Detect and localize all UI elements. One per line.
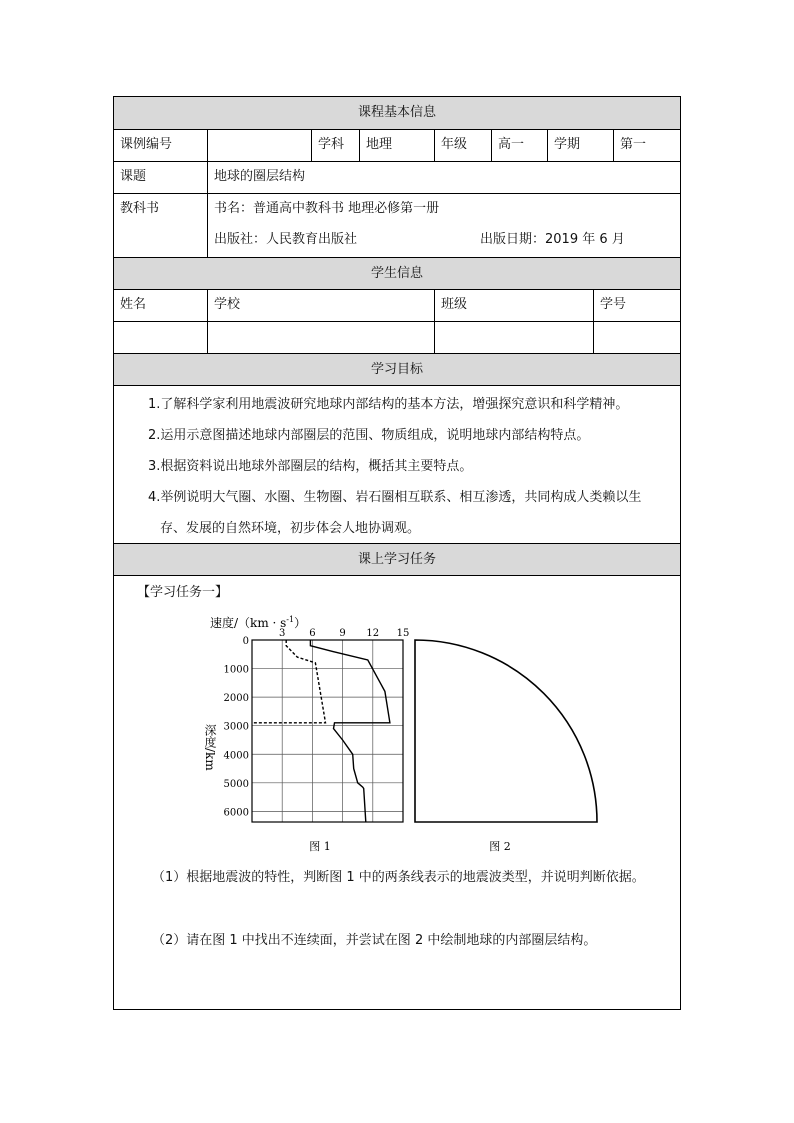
section-header-tasks: 课上学习任务 [114, 543, 680, 575]
question-1: （1）根据地震波的特性，判断图 1 中的两条线表示的地震波类型，并说明判断依据。 [152, 870, 645, 885]
term-value[interactable]: 第一 [613, 130, 680, 161]
school-field[interactable] [207, 322, 434, 353]
x-tick-label: 12 [366, 628, 380, 639]
y-tick-label: 5000 [223, 778, 249, 790]
row-student-values [114, 321, 680, 353]
term-label: 学期 [547, 130, 613, 161]
row-topic [114, 161, 680, 193]
fig2-caption: 图 2 [489, 840, 511, 853]
y-tick-label: 4000 [223, 750, 249, 762]
goal-item: 1.了解科学家利用地震波研究地球内部结构的基本方法，增强探究意识和科学精神。 [148, 397, 629, 412]
textbook-label: 教科书 [120, 201, 160, 216]
goal-item: 4.举例说明大气圈、水圈、生物圈、岩石圈相互联系、相互渗透，共同构成人类赖以生 [148, 490, 642, 505]
case-no-label: 课例编号 [120, 137, 173, 152]
seismic-figure [200, 609, 620, 859]
p-wave-line [310, 640, 390, 822]
fig1-caption: 图 1 [309, 840, 331, 853]
y-tick-label: 6000 [223, 807, 249, 819]
goal-item: 3.根据资料说出地球外部圈层的结构，概括其主要特点。 [148, 459, 473, 474]
quarter-circle-outline [415, 640, 597, 822]
textbook-pub-date: 出版日期：2019 年 6 月 [480, 232, 625, 247]
x-tick-label: 6 [309, 628, 316, 639]
y-axis-title: 深度/km [203, 724, 217, 771]
topic-label: 课题 [120, 169, 147, 184]
class-field[interactable] [434, 322, 593, 353]
section-header-student: 学生信息 [114, 257, 680, 289]
class-label: 班级 [434, 290, 593, 321]
row-textbook [114, 193, 680, 257]
goal-item: 存、发展的自然环境，初步体会人地协调观。 [160, 521, 421, 536]
name-field[interactable] [114, 322, 207, 353]
school-label: 学校 [207, 290, 434, 321]
y-tick-label: 2000 [223, 693, 249, 705]
y-tick-label: 0 [242, 636, 249, 647]
row-case-info [114, 129, 680, 161]
case-no-value[interactable] [207, 130, 311, 161]
tasks-body [114, 575, 680, 1009]
row-student-labels [114, 289, 680, 321]
x-tick-label: 3 [279, 628, 286, 639]
x-tick-label: 9 [339, 628, 346, 639]
y-tick-label: 1000 [223, 664, 249, 676]
subject-value[interactable]: 地理 [359, 130, 434, 161]
name-label: 姓名 [120, 297, 147, 312]
s-wave-line [252, 640, 326, 723]
grade-value[interactable]: 高一 [491, 130, 547, 161]
y-tick-label: 3000 [223, 721, 249, 733]
section-header-basic: 课程基本信息 [114, 97, 680, 129]
x-axis-title: 速度$/(km \cdot s^{-1})$ [210, 615, 307, 630]
question-2: （2）请在图 1 中找出不连续面，并尝试在图 2 中绘制地球的内部圈层结构。 [152, 933, 597, 948]
task1-title: 【学习任务一】 [137, 585, 229, 600]
goals-body [114, 385, 680, 543]
plot-frame [252, 640, 403, 822]
student-id-field[interactable] [593, 322, 680, 353]
lesson-sheet [113, 96, 681, 1010]
grade-label: 年级 [434, 130, 491, 161]
topic-value[interactable]: 地球的圈层结构 [207, 162, 680, 193]
x-tick-label: 15 [396, 628, 410, 639]
textbook-publisher: 出版社：人民教育出版社 [214, 232, 358, 247]
textbook-name: 书名：普通高中教科书 地理必修第一册 [214, 201, 440, 216]
section-header-goals: 学习目标 [114, 353, 680, 385]
student-id-label: 学号 [593, 290, 680, 321]
goal-item: 2.运用示意图描述地球内部圈层的范围、物质组成，说明地球内部结构特点。 [148, 428, 590, 443]
subject-label: 学科 [311, 130, 359, 161]
textbook-info [207, 194, 680, 257]
